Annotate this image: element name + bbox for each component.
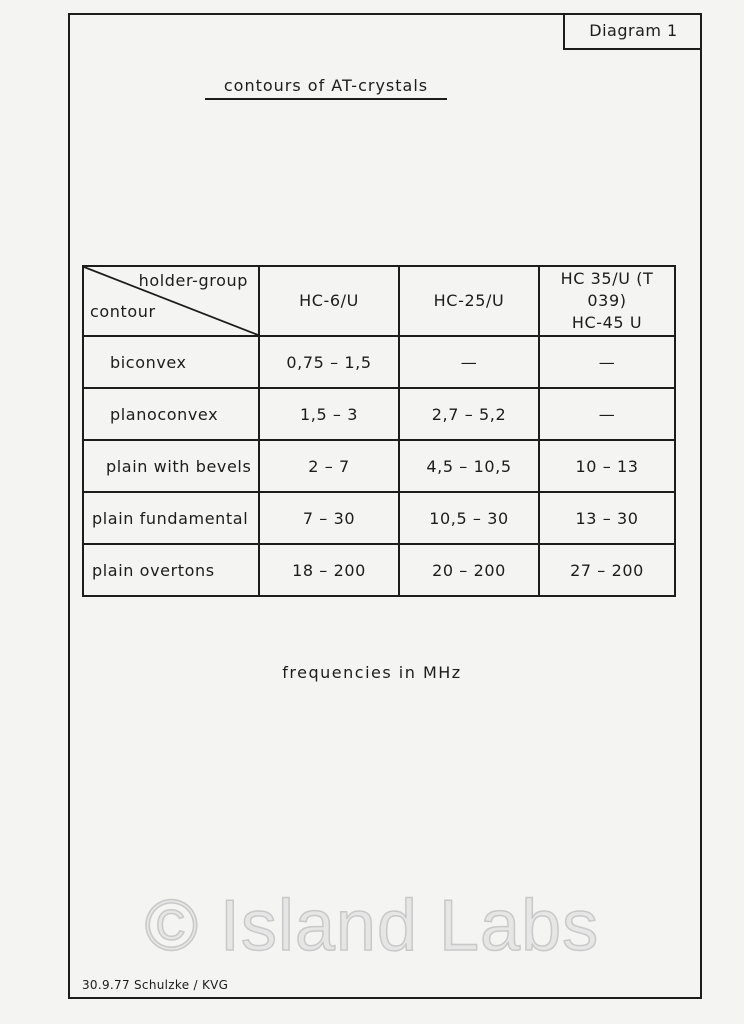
- table-cell: 2 – 7: [259, 440, 399, 492]
- table-cell: 10,5 – 30: [399, 492, 539, 544]
- table-cell: 4,5 – 10,5: [399, 440, 539, 492]
- row-label: plain with bevels: [83, 440, 259, 492]
- holder-group-label: holder-group: [138, 271, 248, 290]
- table-cell: 0,75 – 1,5: [259, 336, 399, 388]
- column-header: HC-25/U: [399, 266, 539, 336]
- table-cell: 20 – 200: [399, 544, 539, 596]
- table-header-row: [83, 266, 675, 336]
- table-row: [83, 388, 675, 440]
- corner-cell: [83, 266, 259, 336]
- column-header: HC-6/U: [259, 266, 399, 336]
- table-cell: 2,7 – 5,2: [399, 388, 539, 440]
- row-label: biconvex: [83, 336, 259, 388]
- crystal-table: [82, 265, 676, 597]
- units-note: frequencies in MHz: [282, 663, 462, 682]
- table-cell: —: [539, 388, 675, 440]
- column-header: HC 35/U (T 039) HC-45 U: [539, 266, 675, 336]
- signature: 30.9.77 Schulzke / KVG: [82, 978, 229, 992]
- table-row: [83, 544, 675, 596]
- row-label: planoconvex: [83, 388, 259, 440]
- row-label: plain overtons: [83, 544, 259, 596]
- table-cell: 13 – 30: [539, 492, 675, 544]
- table-row: [83, 492, 675, 544]
- row-label: plain fundamental: [83, 492, 259, 544]
- table-cell: 18 – 200: [259, 544, 399, 596]
- diagram-label: Diagram 1: [563, 13, 702, 50]
- table-cell: 10 – 13: [539, 440, 675, 492]
- table-cell: —: [539, 336, 675, 388]
- contour-label: contour: [90, 302, 156, 321]
- table-row: [83, 336, 675, 388]
- table-cell: 7 – 30: [259, 492, 399, 544]
- table-cell: —: [399, 336, 539, 388]
- table-cell: 1,5 – 3: [259, 388, 399, 440]
- table-row: [83, 440, 675, 492]
- table-cell: 27 – 200: [539, 544, 675, 596]
- page-title: contours of AT-crystals: [205, 76, 447, 100]
- watermark: © Island Labs: [144, 886, 600, 966]
